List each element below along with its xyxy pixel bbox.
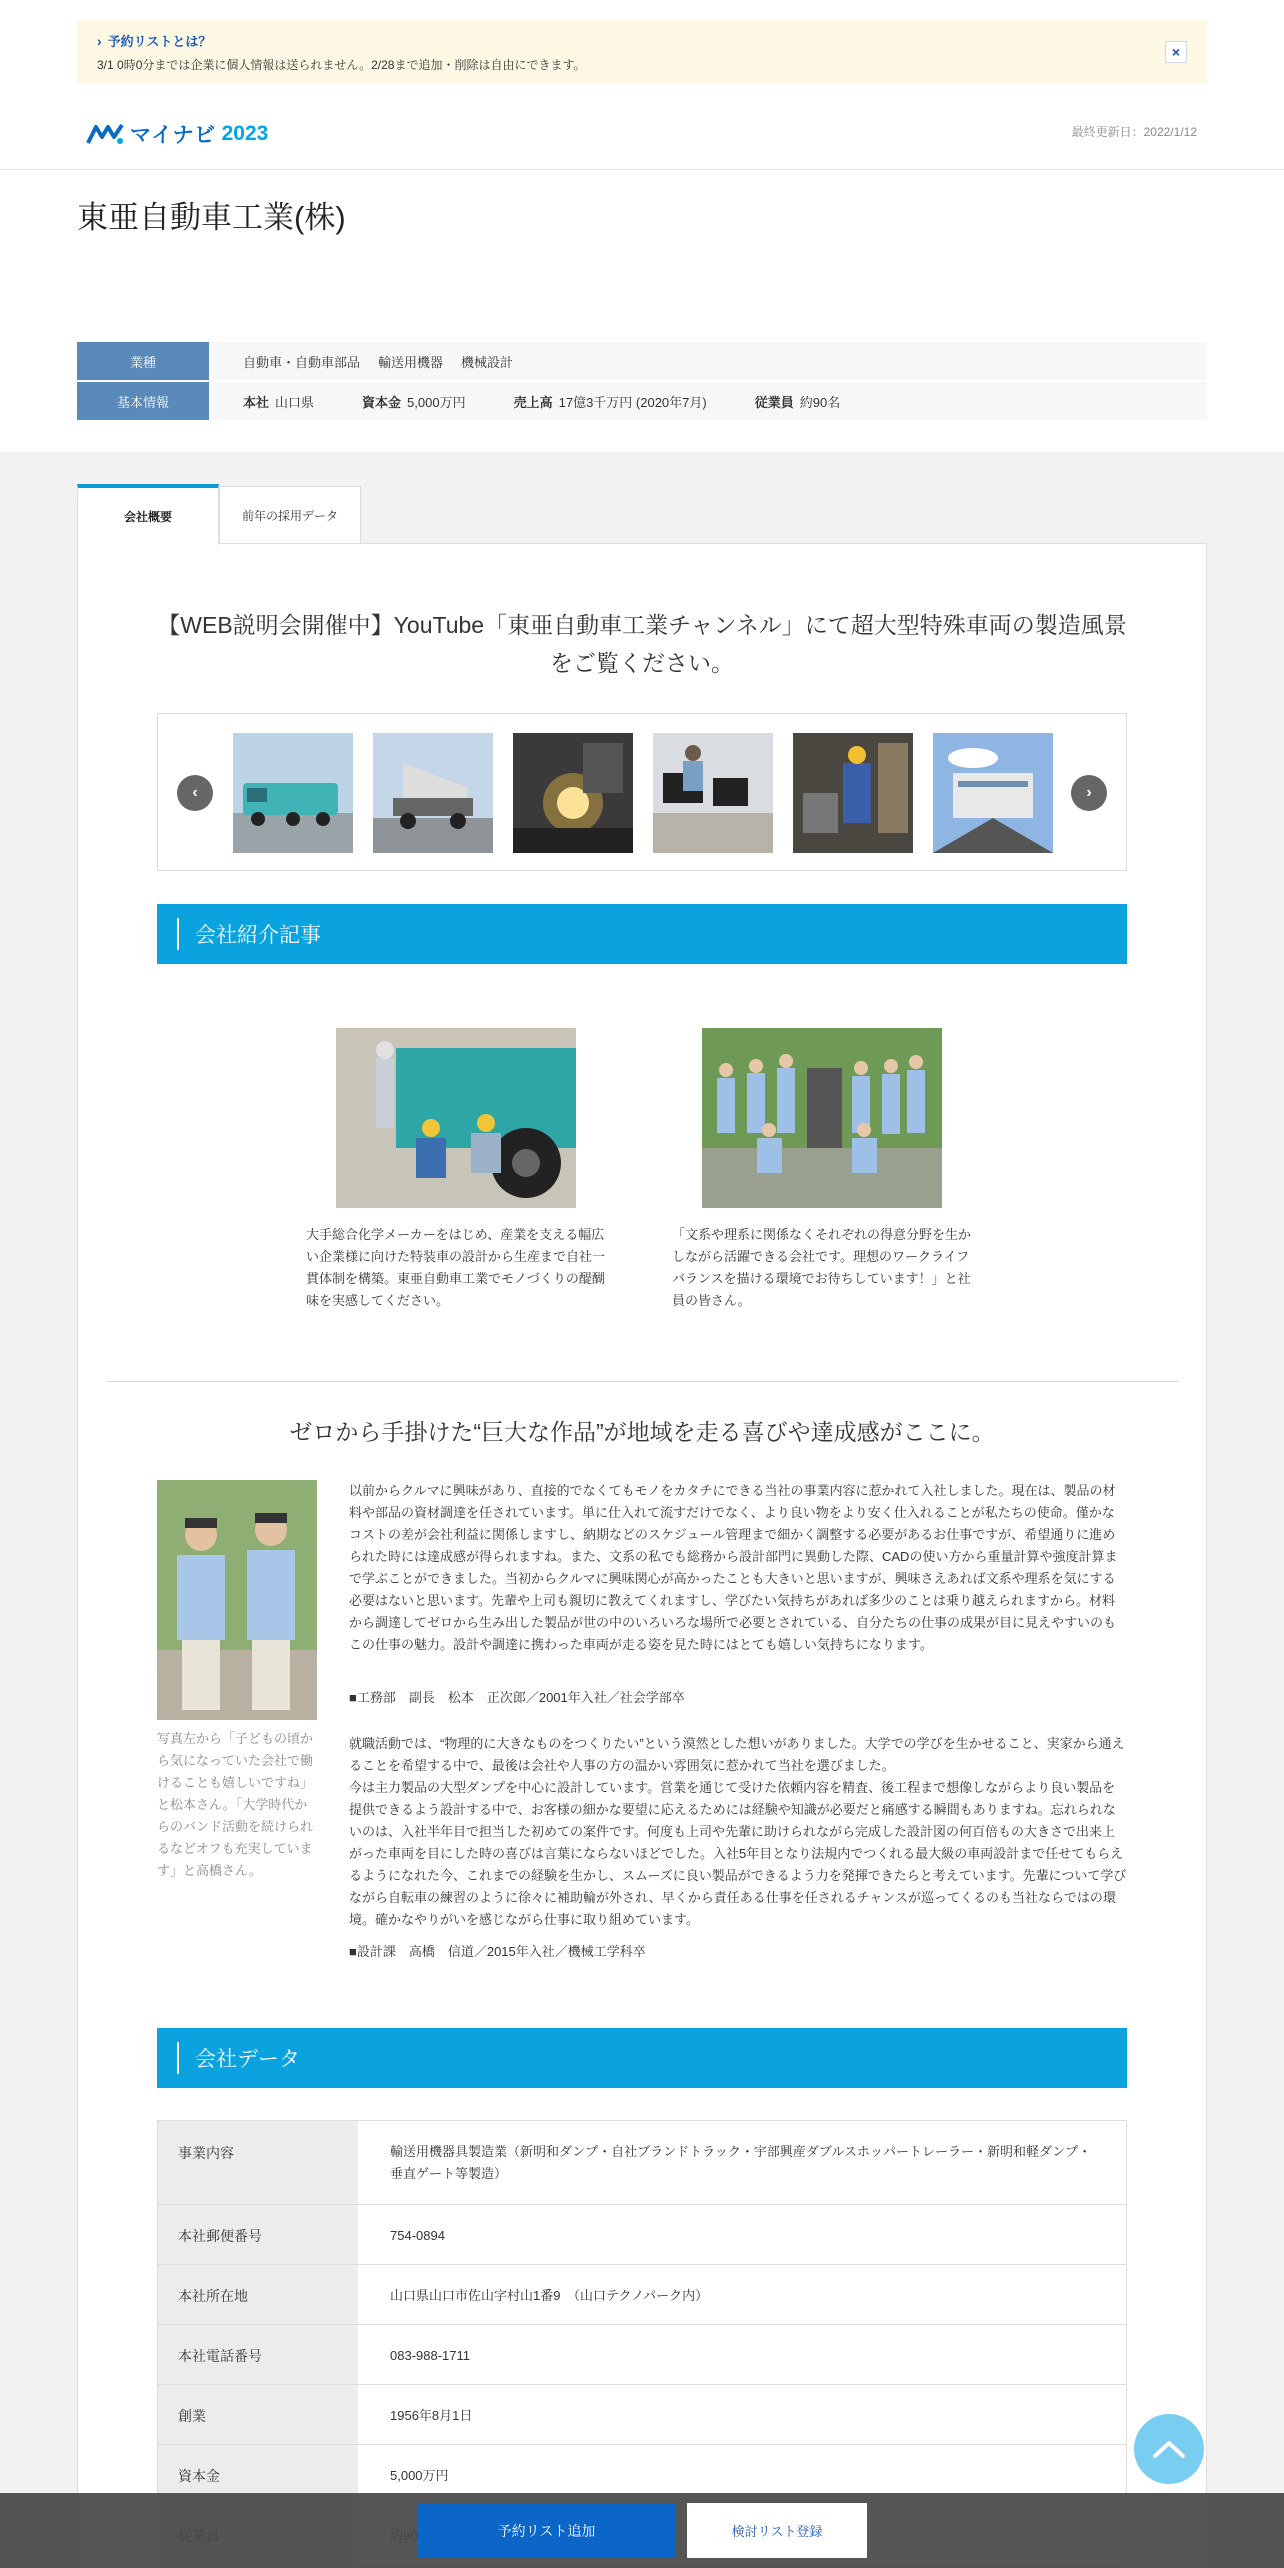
industry-row (77, 342, 1207, 380)
notice-title[interactable]: 予約リストとは？ (107, 34, 212, 49)
industry-label: 業種 (77, 342, 209, 380)
article-text: 「文系や理系に関係なくそれぞれの得意分野を生かしながら活躍できる会社です。理想のワークライフバランスを描ける環境でお待ちしています！」と社員の皆さん。 (672, 1227, 972, 1308)
gallery-thumb[interactable] (233, 733, 353, 853)
logo-text: マイナビ (130, 124, 216, 147)
basic-info-key: 本社 (243, 394, 270, 410)
industry-values (209, 342, 1207, 380)
table-value: 山口県山口市佐山字村山1番9 （山口テクノパーク内） (358, 2265, 1126, 2324)
scroll-to-top-button[interactable] (1134, 2414, 1204, 2484)
article-card[interactable] (672, 1028, 972, 1312)
industry-item: 機械設計 (461, 354, 514, 370)
gallery-thumb[interactable] (653, 733, 773, 853)
interview-signature-1: ■工務部 副長 松本 正次郎／2001年入社／社会学部卒 (349, 1690, 685, 1705)
table-label: 本社郵便番号 (158, 2205, 358, 2264)
gallery-prev-button[interactable]: ‹ (177, 775, 213, 811)
table-value: 754-0894 (358, 2205, 1126, 2264)
section-title-articles: 会社紹介記事 (157, 904, 1127, 964)
basic-info-value: 約90名 (799, 394, 841, 410)
table-value: 5,000万円 (358, 2445, 1126, 2504)
section-title-company-data: 会社データ (157, 2028, 1127, 2088)
gallery-thumb[interactable] (933, 733, 1053, 853)
basic-info-label: 基本情報 (77, 382, 209, 420)
mynavi-logo[interactable] (86, 119, 268, 149)
gallery-thumb[interactable] (513, 733, 633, 853)
reservation-notice (77, 20, 1207, 83)
building-photo (933, 733, 1053, 853)
mynavi-logo-icon (86, 123, 124, 145)
add-to-consideration-list-button[interactable]: 検討リスト登録 (687, 2503, 867, 2558)
feature-photo (157, 1480, 317, 1720)
article-image[interactable] (702, 1028, 942, 1208)
chevron-up-icon (1152, 2439, 1186, 2459)
feature-photo-caption: 写真左から「子どもの頃から気になっていた会社で働けることも嬉しいですね」と松本さん。「大学時代からのバンド活動を続けられるなどオフも充実しています」と高橋さん。 (157, 1731, 314, 1878)
chevron-right-icon: › (97, 32, 102, 49)
interview-text-2: 就職活動では、“物理的に大きなものをつくりたい”という漠然とした想いがありました。大学での学びを生かせること、実家から通えることを希望する中で、最後は会社や人事の方の温かい雰囲気に惹かれて当社を選びました。 今は主力製品の大型ダンプを中心に設計しています。営業を通じて受けた依頼内容を精査、後工程まで想像しながらより良い製品を提供できるよう設計する中で、お客様の細かな要望に応えるためには経験や知識が必要だと痛感する瞬間もありますね。忘れられないのは、入社半年目で担当した初めての案件です。何度も上司や先輩に助けられながら完成した設計図の何百倍もの大きさで出来上がった車両を目にした時の喜びは言葉にならないほどでした。入社5年目となり法規内でつくれる最大級の車両設計まで任せてもらえるようになれた今、これまでの経験を生かし、スムーズに良い製品ができるよう力を発揮できたらと考えています。先輩について学びながら自転車の練習のように徐々に補助輪が外され、早くから責任ある仕事を任されるチャンスが巡ってくるのも当社ならではの環境。確かなやりがいを感じながら仕事に取り組めています。 (349, 1736, 1127, 1927)
add-to-reservation-list-button[interactable]: 予約リスト追加 (417, 2503, 676, 2558)
table-label: 本社電話番号 (158, 2325, 358, 2384)
table-label: 本社所在地 (158, 2265, 358, 2324)
page-tabs (77, 484, 361, 544)
two-employees-photo (157, 1480, 317, 1720)
table-label: 創業 (158, 2385, 358, 2444)
table-row (158, 2121, 1126, 2205)
interview-text-1: 以前からクルマに興味があり、直接的でなくてもモノをカタチにできる当社の事業内容に惹かれて入社しました。現在は、製品の材料や部品の資材調達を任されています。単に仕入れて流すだけでなく、より良い物をより安く仕入れることが私たちの使命。僅かなコストの差が会社利益に関係しますし、納期などのスケジュール管理まで細かく調整する必要があるお仕事ですが、希望通りに進められた時には達成感が得られますね。また、文系の私でも総務から設計部門に異動した際、CADの使い方から重量計算や強度計算まで学ぶことができました。当初からクルマに興味関心が高かったことも大きいと思いますが、興味さえあれば文系や理系を気にする必要はないと思います。先輩や上司も親切に教えてくれますし、学びたい気持ちがあれば多少のことは乗り越えられますから。材料から調達してゼロから生み出した製品が世の中のいろいろな場所で必要とされている、自分たちの仕事の成果が目に見えやすいのもこの仕事の魅力。設計や調達に携わった車両が走る姿を見た時にはとても嬉しい気持ちになります。 (349, 1483, 1118, 1652)
gallery-next-button[interactable]: › (1071, 775, 1107, 811)
factory-work-photo (793, 733, 913, 853)
truck-photo (233, 733, 353, 853)
basic-info-key: 売上高 (513, 394, 553, 410)
notice-text: 3/1 0時0分までは企業に個人情報は送られません。2/28まで追加・削除は自由にできます。 (97, 58, 586, 72)
table-value: 083-988-1711 (358, 2325, 1126, 2384)
truck-inspection-photo (336, 1028, 576, 1208)
last-updated: 最終更新日：2022/1/12 (1071, 125, 1197, 139)
industry-item: 輸送用機器 (378, 354, 444, 370)
bottom-action-bar (0, 2493, 1284, 2568)
table-row (158, 2205, 1126, 2265)
table-label: 事業内容 (158, 2121, 358, 2204)
industry-item: 自動車・自動車部品 (243, 354, 361, 370)
company-name: 東亜自動車工業(株) (77, 200, 346, 235)
article-card[interactable] (306, 1028, 606, 1312)
feature-headline: ゼロから手掛けた“巨大な作品”が地域を走る喜びや達成感がここに。 (289, 1419, 995, 1445)
table-row (158, 2325, 1126, 2385)
basic-info-item (755, 392, 840, 411)
office-cad-photo (653, 733, 773, 853)
table-value: 1956年8月1日 (358, 2385, 1126, 2444)
table-row (158, 2385, 1126, 2445)
table-value: 輸送用機器具製造業（新明和ダンプ・自社ブランドトラック・宇部興産ダブルスホッパートレーラー・新明和軽ダンプ・垂直ゲート等製造） (358, 2121, 1126, 2204)
headline: 【WEB説明会開催中】YouTube「東亜自動車工業チャンネル」にて超大型特殊車両の製造風景をご覧ください。 (157, 612, 1127, 676)
gallery-thumb[interactable] (793, 733, 913, 853)
article-image[interactable] (336, 1028, 576, 1208)
tab-previous-hiring-data[interactable]: 前年の採用データ (219, 486, 361, 544)
interview-signature-2: ■設計課 高橋 信道／2015年入社／機械工学科卒 (349, 1944, 646, 1959)
photo-gallery (157, 713, 1127, 871)
close-icon[interactable]: × (1165, 41, 1187, 63)
logo-year: 2023 (221, 122, 269, 145)
basic-info-value: 山口県 (275, 394, 315, 410)
basic-info-item (514, 392, 707, 411)
welding-photo (513, 733, 633, 853)
dump-truck-photo (373, 733, 493, 853)
tab-company-overview[interactable]: 会社概要 (77, 484, 219, 545)
basic-info-item (362, 392, 466, 411)
basic-info-values (209, 382, 1207, 420)
table-label: 資本金 (158, 2445, 358, 2504)
basic-info-item (243, 392, 314, 411)
article-text: 大手総合化学メーカーをはじめ、産業を支える幅広い企業様に向けた特装車の設計から生産まで自社一貫体制を構築。東亜自動車工業でモノづくりの醍醐味を実感してください。 (306, 1227, 606, 1308)
basic-info-key: 従業員 (754, 394, 794, 410)
notice-title-link[interactable] (97, 31, 1187, 50)
employees-group-photo (702, 1028, 942, 1208)
basic-info-value: 17億3千万円 (2020年7月) (558, 394, 707, 410)
table-row (158, 2265, 1126, 2325)
basic-info-value: 5,000万円 (407, 394, 466, 410)
basic-info-row (77, 382, 1207, 420)
gallery-thumb[interactable] (373, 733, 493, 853)
header-divider (0, 169, 1284, 170)
basic-info-key: 資本金 (362, 394, 402, 410)
section-divider (106, 1381, 1178, 1382)
